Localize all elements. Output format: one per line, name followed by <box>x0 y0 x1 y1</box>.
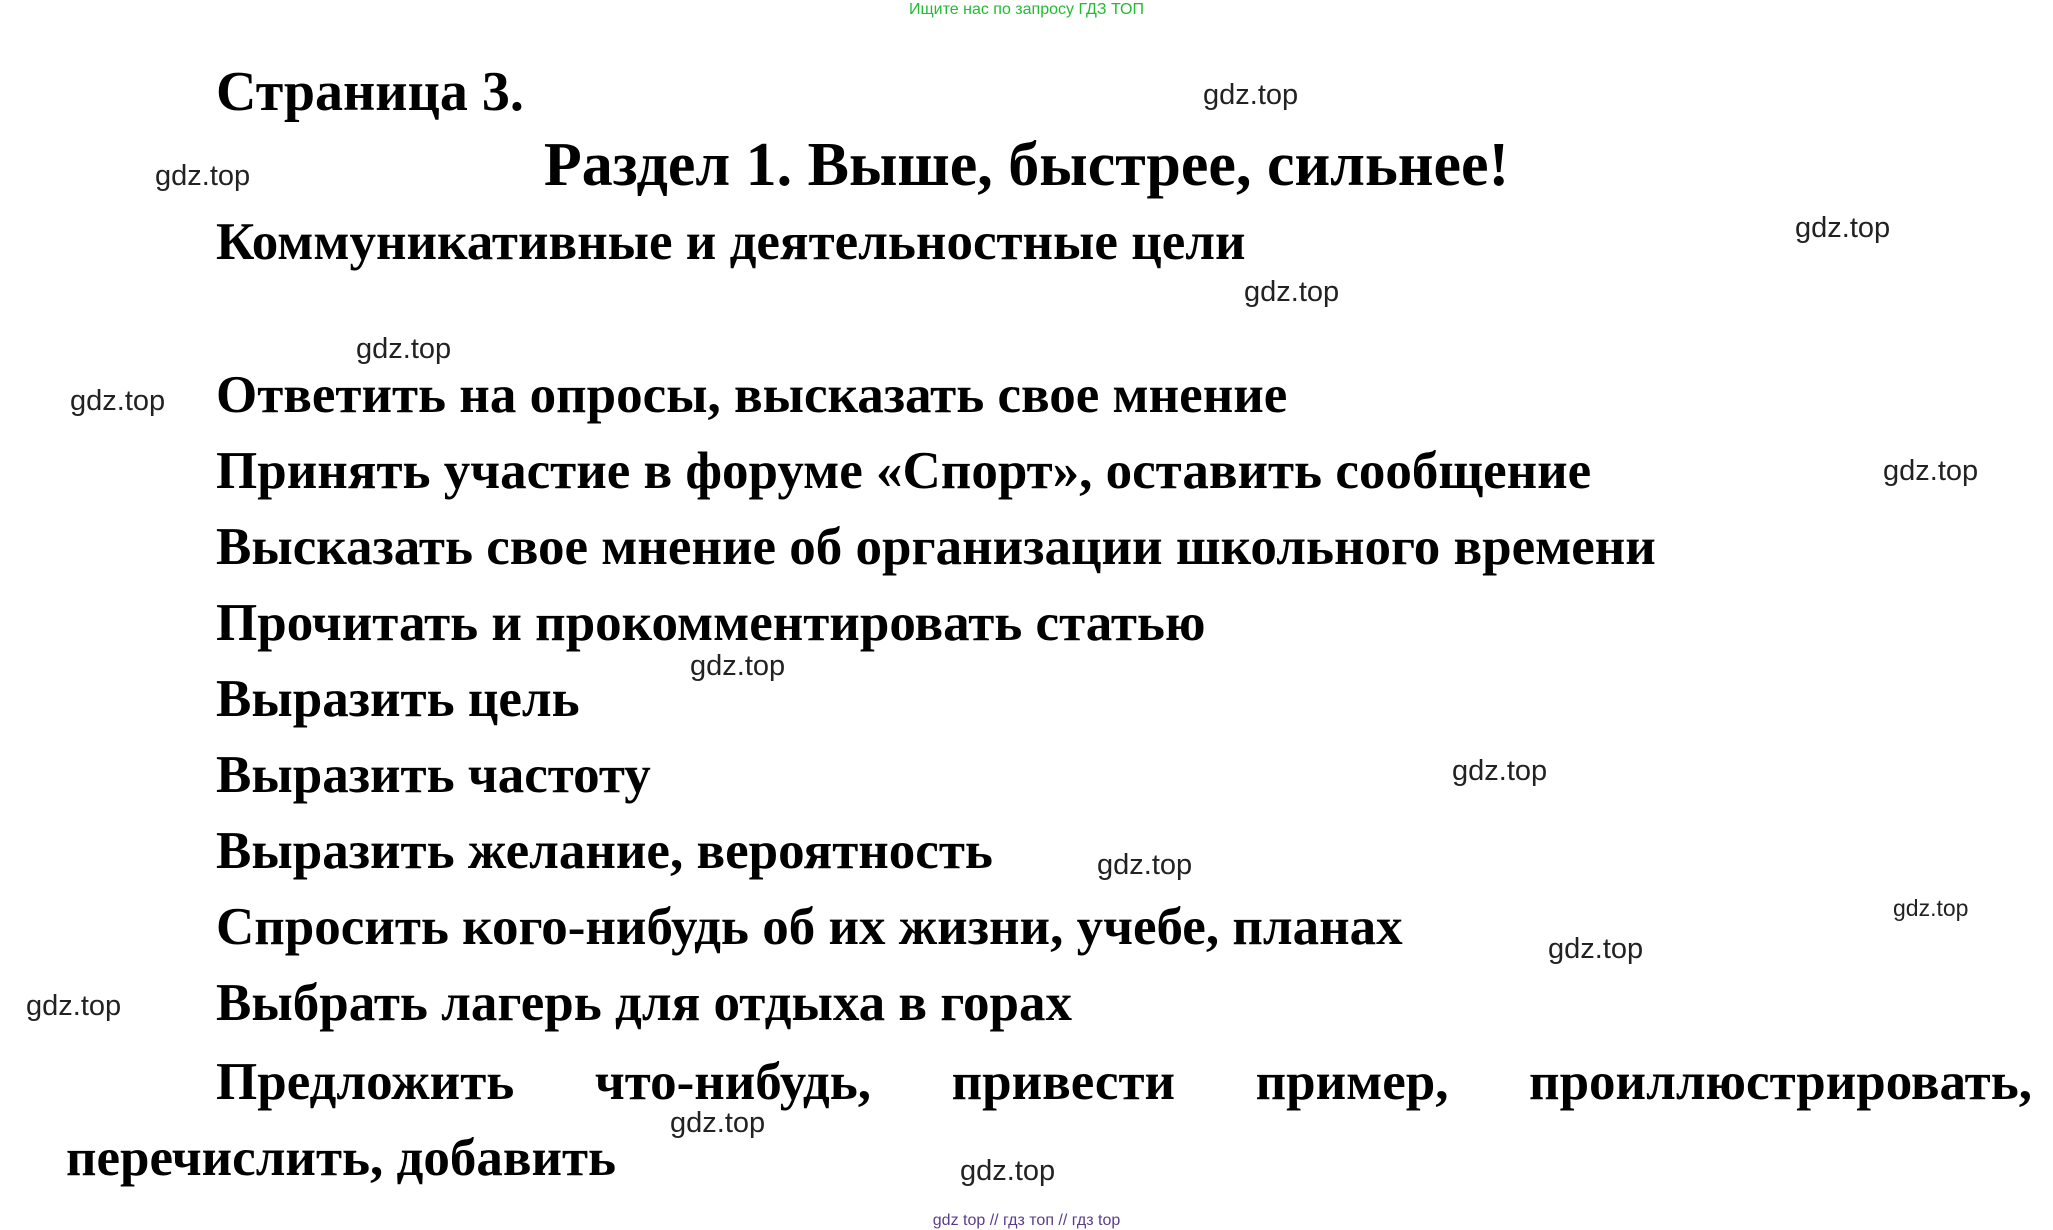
goal-item: Выразить цель <box>216 670 580 728</box>
watermark: gdz.top <box>70 385 166 417</box>
goal-item: Выразить частоту <box>216 746 651 804</box>
watermark: gdz.top <box>1893 895 1969 921</box>
footer-links: gdz top // гдз топ // гдз top <box>932 1212 1121 1229</box>
watermark: gdz.top <box>356 333 452 365</box>
section-title: Раздел 1. Выше, быстрее, сильнее! <box>543 131 1510 199</box>
watermark: gdz.top <box>1795 212 1891 244</box>
watermark: gdz.top <box>1203 79 1299 111</box>
page-title: Страница 3. <box>216 61 524 123</box>
watermark: gdz.top <box>960 1155 1056 1187</box>
watermark: gdz.top <box>1452 755 1548 787</box>
watermark: gdz.top <box>26 990 122 1022</box>
goal-line-1: Предложить что-нибудь, привести пример, проиллюстрировать, <box>216 1053 2032 1111</box>
watermark: gdz.top <box>670 1107 766 1139</box>
goal-item: Выразить желание, вероятность <box>216 822 993 880</box>
goal-item: Выбрать лагерь для отдыха в горах <box>216 974 1072 1032</box>
goal-item: Принять участие в форуме «Спорт», оставить сообщение <box>216 442 1592 500</box>
goal-line-2: перечислить, добавить <box>66 1129 617 1187</box>
watermark: gdz.top <box>1883 455 1979 487</box>
watermark: gdz.top <box>690 650 786 682</box>
goal-item: Спросить кого-нибудь об их жизни, учебе, планах <box>216 898 1403 956</box>
watermark: gdz.top <box>1097 849 1193 881</box>
watermark: gdz.top <box>155 160 251 192</box>
goal-item: Высказать свое мнение об организации школьного времени <box>216 518 1656 576</box>
goal-item: Прочитать и прокомментировать статью <box>216 594 1206 652</box>
top-banner: Ищите нас по запросу ГДЗ ТОП <box>909 1 1144 18</box>
goals-subtitle: Коммуникативные и деятельностные цели <box>216 213 1246 271</box>
watermark: gdz.top <box>1548 933 1644 965</box>
goal-item: Ответить на опросы, высказать свое мнение <box>216 366 1288 424</box>
watermark: gdz.top <box>1244 276 1340 308</box>
